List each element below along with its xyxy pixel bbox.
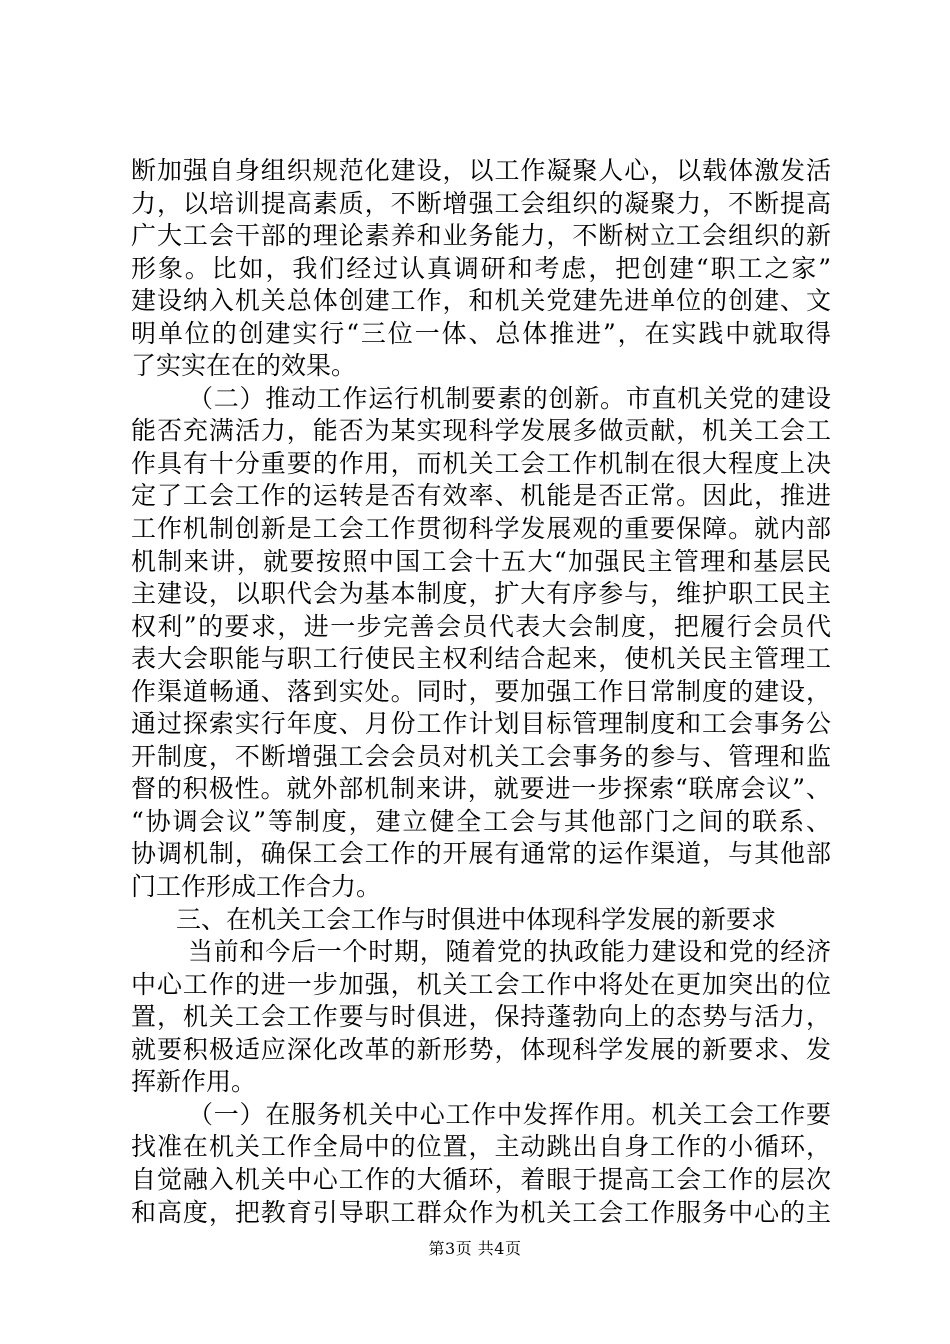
text-line: 挥新作用。 [131,1067,257,1097]
text-line: 断加强自身组织规范化建设，以工作凝聚人心，以载体激发活 [131,156,831,185]
text-line: 主建设，以职代会为基本制度，扩大有序参与，维护职工民主 [131,579,831,609]
text-line: “协调会议”等制度，建立健全工会与其他部门之间的联系、 [131,806,831,836]
text-line: 建设纳入机关总体创建工作，和机关党建先进单位的创建、文 [131,286,831,316]
text-line: 和高度，把教育引导职工群众作为机关工会工作服务中心的主 [131,1197,831,1227]
paragraph-first-line: 当前和今后一个时期，随着党的执政能力建设和党的经济 [188,937,831,967]
text-line: 权利”的要求，进一步完善会员代表大会制度，把履行会员代 [131,611,831,641]
text-line: 形象。比如，我们经过认真调研和考虑，把创建“职工之家” [131,253,831,283]
paragraph-first-line: （二）推动工作运行机制要素的创新。市直机关党的建设 [188,383,831,413]
text-line: 力，以培训提高素质，不断增强工会组织的凝聚力，不断提高 [131,188,831,218]
text-line: 通过探索实行年度、月份工作计划目标管理制度和工会事务公 [131,709,831,739]
paragraph-first-line: （一）在服务机关中心工作中发挥作用。机关工会工作要 [188,1099,831,1129]
text-line: 开制度，不断增强工会会员对机关工会事务的参与、管理和监 [131,741,831,771]
text-line: 能否充满活力，能否为某实现科学发展多做贡献，机关工会工 [131,416,831,446]
text-line: 表大会职能与职工行使民主权利结合起来，使机关民主管理工 [131,644,831,674]
text-line: 就要积极适应深化改革的新形势，体现科学发展的新要求、发 [131,1034,831,1064]
text-line: 协调机制，确保工会工作的开展有通常的运作渠道，与其他部 [131,839,831,869]
document-body [131,155,831,1229]
text-line: 明单位的创建实行“三位一体、总体推进”，在实践中就取得 [131,318,831,348]
text-line: 找准在机关工作全局中的位置，主动跳出自身工作的小循环， [131,1132,831,1162]
text-line: 机制来讲，就要按照中国工会十五大“加强民主管理和基层民 [131,546,831,576]
page-number-footer: 第3页 共4页 [428,1239,522,1258]
text-line: 作渠道畅通、落到实处。同时，要加强工作日常制度的建设， [131,676,831,706]
text-line: 自觉融入机关中心工作的大循环，着眼于提高工会工作的层次 [131,1164,831,1194]
text-line: 门工作形成工作合力。 [131,872,382,902]
text-line: 工作机制创新是工会工作贯彻科学发展观的重要保障。就内部 [131,514,831,544]
section-heading: 三、在机关工会工作与时俱进中体现科学发展的新要求 [176,904,777,934]
text-line: 作具有十分重要的作用，而机关工会工作机制在很大程度上决 [131,448,831,478]
text-line: 定了工会工作的运转是否有效率、机能是否正常。因此，推进 [131,481,831,511]
text-line: 广大工会干部的理论素养和业务能力，不断树立工会组织的新 [131,221,831,251]
text-line: 置，机关工会工作要与时俱进，保持蓬勃向上的态势与活力， [131,1002,831,1032]
text-line: 了实实在在的效果。 [131,351,357,381]
text-line: 督的积极性。就外部机制来讲，就要进一步探索“联席会议”、 [131,774,831,804]
text-line: 中心工作的进一步加强，机关工会工作中将处在更加突出的位 [131,969,831,999]
